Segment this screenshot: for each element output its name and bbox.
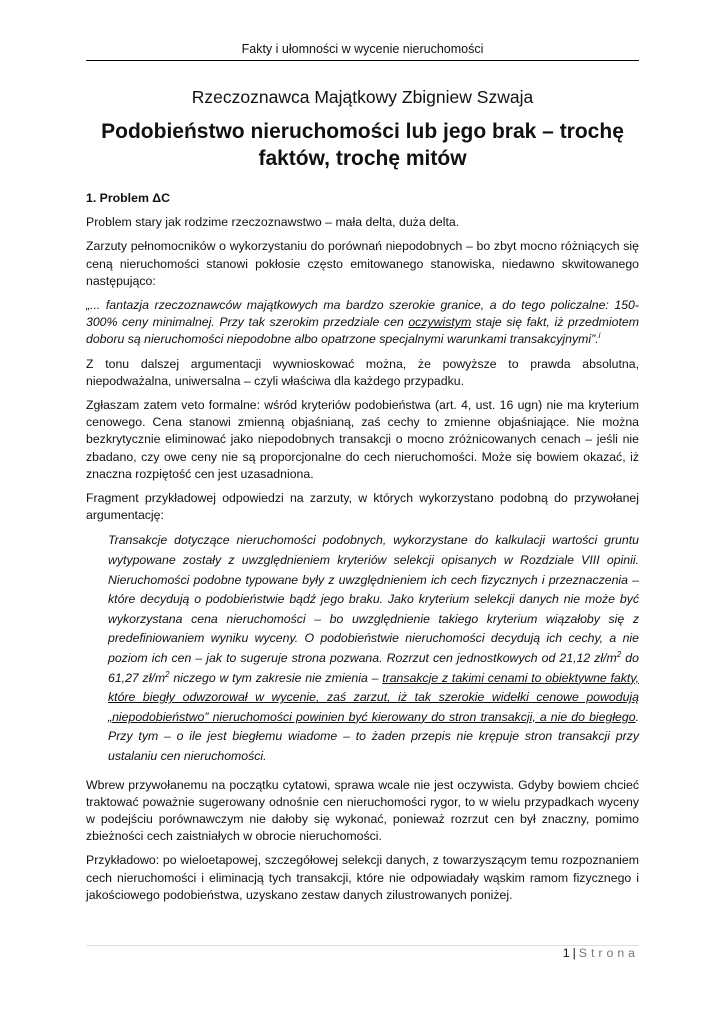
document-title: Podobieństwo nieruchomości lub jego brak – trochę faktów, trochę mitów xyxy=(101,120,624,170)
quote-text-b: staje się fakt, iż przedmiotem doboru są nieruchomości niepodobne albo opatrzone specjalnymi warunkami transakcyjnymi”. xyxy=(86,315,639,347)
paragraph-6: Fragment przykładowej odpowiedzi na zarzuty, w których wykorzystano podobną do przywołanej argumentację: xyxy=(86,491,639,523)
paragraph-7: Wbrew przywołanemu na początku cytatowi, sprawa wcale nie jest oczywista. Gdyby bowiem chcieć traktować poważnie sugerowany odnośnie cen nieruchomości rygor, to w wielu przypadkach wyceny w podejściu porównawczym nie dałoby się wykonać, ponieważ rozrzut cen był znaczny, pomimo zbieżności cech zaistniałych w obrocie nieruchomości. xyxy=(86,777,639,844)
paragraph-8: Przykładowo: po wieloetapowej, szczegółowej selekcji danych, z towarzyszącym temu rozpoznaniem cech nieruchomości i eliminacją tych transakcji, które nie odpowiadały wąskim ramom fizycznego i jakościowego podobieństwa, uzyskano zestaw danych zilustrowanych poniżej. xyxy=(86,853,639,902)
document-body xyxy=(86,86,639,911)
block-quote-underlined: transakcje z takimi cenami to obiektywne fakty, które biegły odwzorował w wycenie, zaś zarzut, iż tak szerokie widełki cenowe powodują „niepodobieństwo” nieruchomości powinien być kierowany do stron transakcji, a nie do biegłego xyxy=(108,670,639,724)
endnote-marker[interactable]: i xyxy=(598,331,601,341)
paragraph-4: Z tonu dalszej argumentacji wywnioskować można, że powyższe to prawda absolutna, niepodważalna, uniwersalna – czyli właściwa dla każdego przypadku. xyxy=(86,356,639,388)
superscript-2b: 2 xyxy=(165,669,170,679)
paragraph-2: Zarzuty pełnomocników o wykorzystaniu do porównań niepodobnych – bo zbyt mocno różniących się ceną nieruchomości stanowi pokłosie często emitowanego stanowiska, niedawno skwitowanego następująco: xyxy=(86,239,639,288)
section-heading: 1. Problem ΔC xyxy=(86,191,171,205)
block-quote-text-5: . Przy tym – o ile jest biegłemu wiadome – to żaden przepis nie krępuje stron transakcji przy ustalaniu cen nieruchomości. xyxy=(108,709,639,763)
page-footer xyxy=(563,946,639,960)
footer-separator: | xyxy=(572,946,576,960)
block-quote-text-1: Transakcje dotyczące nieruchomości podobnych, wykorzystane do kalkulacji wartości gruntu wytypowane zostały z uwzględnieniem kryteriów selekcji opisanych w Rozdziale VIII opinii. Nieruchomości podobne typowane były z uwzględnieniem ich cech fizycznych i przeznaczenia – które decydują o podobieństwie bądź jego braku. Jako kryterium selekcji danych nie może być wykorzystana cena nieruchomości – bo uwzględnienie takiego kryterium wiązałoby się z predefiniowaniem wyniku wyceny. O podobieństwie nieruchomości decydują ich cechy, a nie poziom ich cen – jak to sugeruje strona pozwana. Rozrzut cen jednostkowych od 21,12 zł/m xyxy=(108,533,639,666)
author-line: Rzeczoznawca Majątkowy Zbigniew Szwaja xyxy=(191,87,534,107)
paragraph-1: Problem stary jak rodzime rzeczoznawstwo – mała delta, duża delta. xyxy=(86,215,460,230)
quote-underlined-word: oczywistym xyxy=(408,315,472,330)
running-header: Fakty i ułomności w wycenie nieruchomości xyxy=(241,42,484,56)
header-divider xyxy=(86,60,639,61)
superscript-2: 2 xyxy=(616,649,622,659)
quoted-statement xyxy=(86,297,639,349)
block-quote-text-2: do 61,27 zł/m xyxy=(108,651,639,685)
page-word: Strona xyxy=(578,946,639,960)
paragraph-5: Zgłaszam zatem veto formalne: wśród kryteriów podobieństwa (art. 4, ust. 16 ugn) nie ma kryterium cenowego. Cena stanowi zmienną objaśnianą, zaś cechy to zmienne objaśniające. Nie można bezkrytycznie eliminować jako niepodobnych transakcji o mocno zróżnicowanych cenach – jeśli nie zbadano, czy owe ceny nie są proporcjonalne do cech nieruchomości. Może się bowiem okazać, iż znaczna rozpiętość cen jest uzasadniona. xyxy=(86,398,639,481)
quote-text-a: „... fantazja rzeczoznawców majątkowych ma bardzo szerokie granice, a do tego policzalne: 150-300% ceny minimalnej. Przy tak szerokim przedziale cen xyxy=(86,298,639,330)
block-quote-text-3: niczego w tym zakresie nie zmienia – xyxy=(169,670,383,685)
page-number: 1 xyxy=(562,946,570,960)
block-quote xyxy=(108,531,639,766)
footer-divider xyxy=(86,945,639,946)
